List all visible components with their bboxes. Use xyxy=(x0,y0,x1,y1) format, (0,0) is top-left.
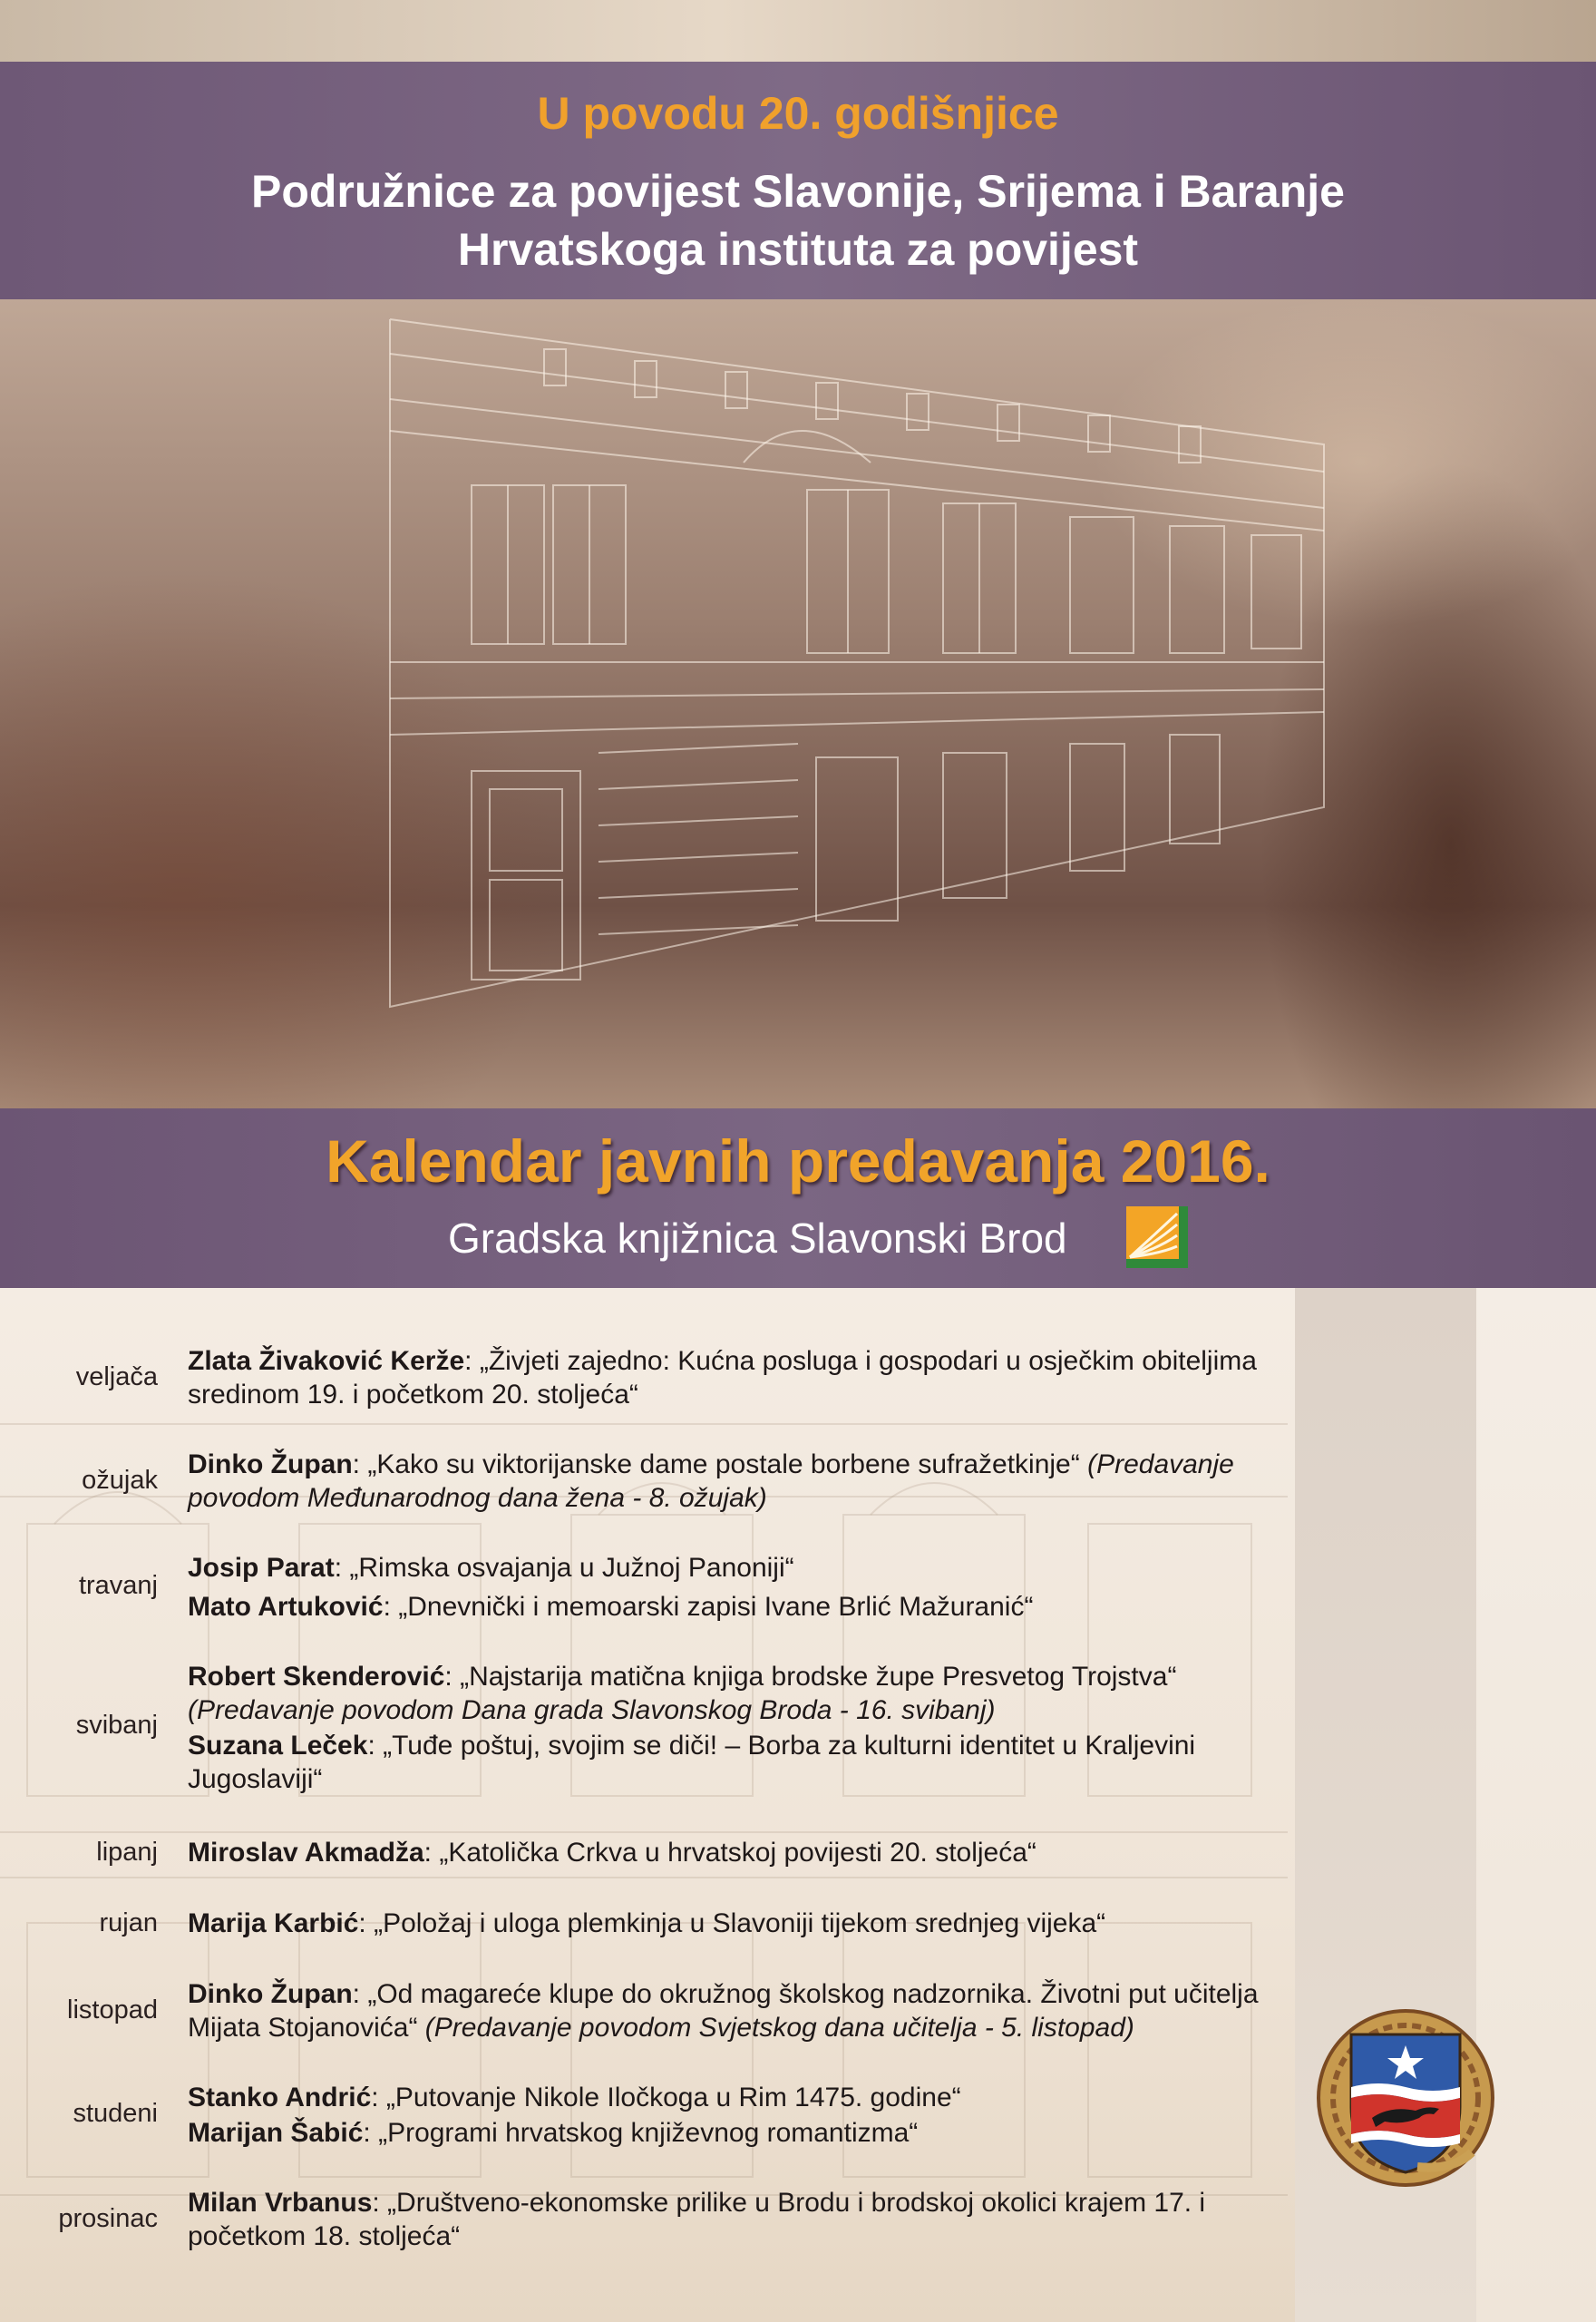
talk-item xyxy=(188,1551,1276,1585)
talk-list xyxy=(188,1448,1276,1515)
talk-title: : „Rimska osvajanja u Južnoj Panoniji“ xyxy=(334,1553,794,1583)
month-label: svibanj xyxy=(75,1711,158,1740)
month-label: veljača xyxy=(75,1362,158,1391)
month-label: listopad xyxy=(67,1995,158,2024)
talk-author: Marija Karbić xyxy=(188,1908,359,1938)
month-label: rujan xyxy=(99,1908,158,1937)
talk-item xyxy=(188,1836,1276,1869)
talk-author: Dinko Župan xyxy=(188,1449,353,1479)
talk-note: (Predavanje povodom Svjetskog dana učitelja - 5. listopad) xyxy=(424,2013,1134,2043)
talk-list xyxy=(188,1836,1276,1869)
talk-title: : „Najstarija matična knjiga brodske župe Presvetog Trojstva“ xyxy=(444,1662,1177,1692)
venue-name: Gradska knjižnica Slavonski Brod xyxy=(448,1215,1067,1262)
talk-title: : „Tuđe poštuj, svojim se diči! – Borba za kulturni identitet u Kraljevini Jugoslaviji“ xyxy=(188,1731,1196,1794)
talk-author: Robert Skenderović xyxy=(188,1662,445,1692)
talk-list xyxy=(188,1344,1276,1411)
talk-title: : „Od magareće klupe do okružnog školskog nadzornika. Životni put učitelja Mijata Stojanovića“ xyxy=(188,1979,1259,2043)
title-band xyxy=(0,1108,1596,1288)
talk-item xyxy=(188,1729,1276,1796)
talk-item xyxy=(188,1660,1276,1727)
talk-item xyxy=(188,2186,1276,2253)
library-logo-icon xyxy=(1123,1203,1192,1272)
talk-author: Marijan Šabić xyxy=(188,2118,364,2148)
calendar-title: Kalendar javnih predavanja 2016. xyxy=(326,1127,1270,1195)
header-title-line-1: Podružnice za povijest Slavonije, Srijema i Baranje xyxy=(251,166,1345,217)
header-title-line-2: Hrvatskoga instituta za povijest xyxy=(457,224,1139,275)
talk-item xyxy=(188,1344,1276,1411)
talk-title: : „Dnevnički i memoarski zapisi Ivane Brlić Mažuranić“ xyxy=(383,1592,1034,1622)
month-label: lipanj xyxy=(96,1838,158,1867)
top-strip xyxy=(0,0,1596,62)
facade-drawing xyxy=(0,299,1596,1108)
talk-list xyxy=(188,1660,1276,1796)
talk-item xyxy=(188,1448,1276,1515)
talk-title: : „Živjeti zajedno: Kućna posluga i gospodari u osječkim obiteljima sredinom 19. i početkom 20. stoljeća“ xyxy=(188,1346,1257,1410)
talk-author: Suzana Leček xyxy=(188,1731,368,1761)
slavonia-coat-of-arms-icon xyxy=(1309,1998,1503,2192)
building-facade-photo xyxy=(0,299,1596,1108)
talk-author: Dinko Župan xyxy=(188,1979,353,2009)
talk-author: Zlata Živaković Kerže xyxy=(188,1346,465,1376)
talk-note: (Predavanje povodom Dana grada Slavonskog Broda - 16. svibanj) xyxy=(188,1695,996,1725)
month-label: studeni xyxy=(73,2099,158,2128)
talk-item xyxy=(188,1977,1276,2044)
talk-item xyxy=(188,2081,1276,2114)
talk-list xyxy=(188,1551,1276,1624)
month-label: prosinac xyxy=(58,2204,158,2233)
talk-item xyxy=(188,1907,1276,1940)
anniversary-subtitle: U povodu 20. godišnjice xyxy=(537,88,1059,139)
talk-list xyxy=(188,2081,1276,2150)
talk-list xyxy=(188,1907,1276,1940)
talk-title: : „Katolička Crkva u hrvatskoj povijesti 20. stoljeća“ xyxy=(423,1838,1036,1868)
talk-title: : „Kako su viktorijanske dame postale borbene sufražetkinje“ xyxy=(352,1449,1088,1479)
talk-author: Stanko Andrić xyxy=(188,2083,372,2112)
talk-item xyxy=(188,1590,1276,1624)
talk-author: Mato Artuković xyxy=(188,1592,384,1622)
header-band xyxy=(0,62,1596,299)
talk-list xyxy=(188,1977,1276,2044)
talk-note: (Predavanje povodom Međunarodnog dana žena - 8. ožujak) xyxy=(188,1449,1234,1513)
talk-title: : „Programi hrvatskog književnog romantizma“ xyxy=(363,2118,919,2148)
talk-title: : „Putovanje Nikole Iločkoga u Rim 1475. godine“ xyxy=(371,2083,961,2112)
talk-item xyxy=(188,2116,1276,2150)
talk-author: Milan Vrbanus xyxy=(188,2188,373,2218)
talk-title: : „Društveno-ekonomske prilike u Brodu i brodskoj okolici krajem 17. i početkom 18. stoljeća“ xyxy=(188,2188,1206,2251)
month-label: ožujak xyxy=(82,1466,158,1495)
talk-author: Miroslav Akmadža xyxy=(188,1838,424,1868)
talk-list xyxy=(188,2186,1276,2253)
talk-author: Josip Parat xyxy=(188,1553,335,1583)
talk-title: : „Položaj i uloga plemkinja u Slavoniji tijekom srednjeg vijeka“ xyxy=(358,1908,1106,1938)
month-label: travanj xyxy=(78,1571,158,1600)
